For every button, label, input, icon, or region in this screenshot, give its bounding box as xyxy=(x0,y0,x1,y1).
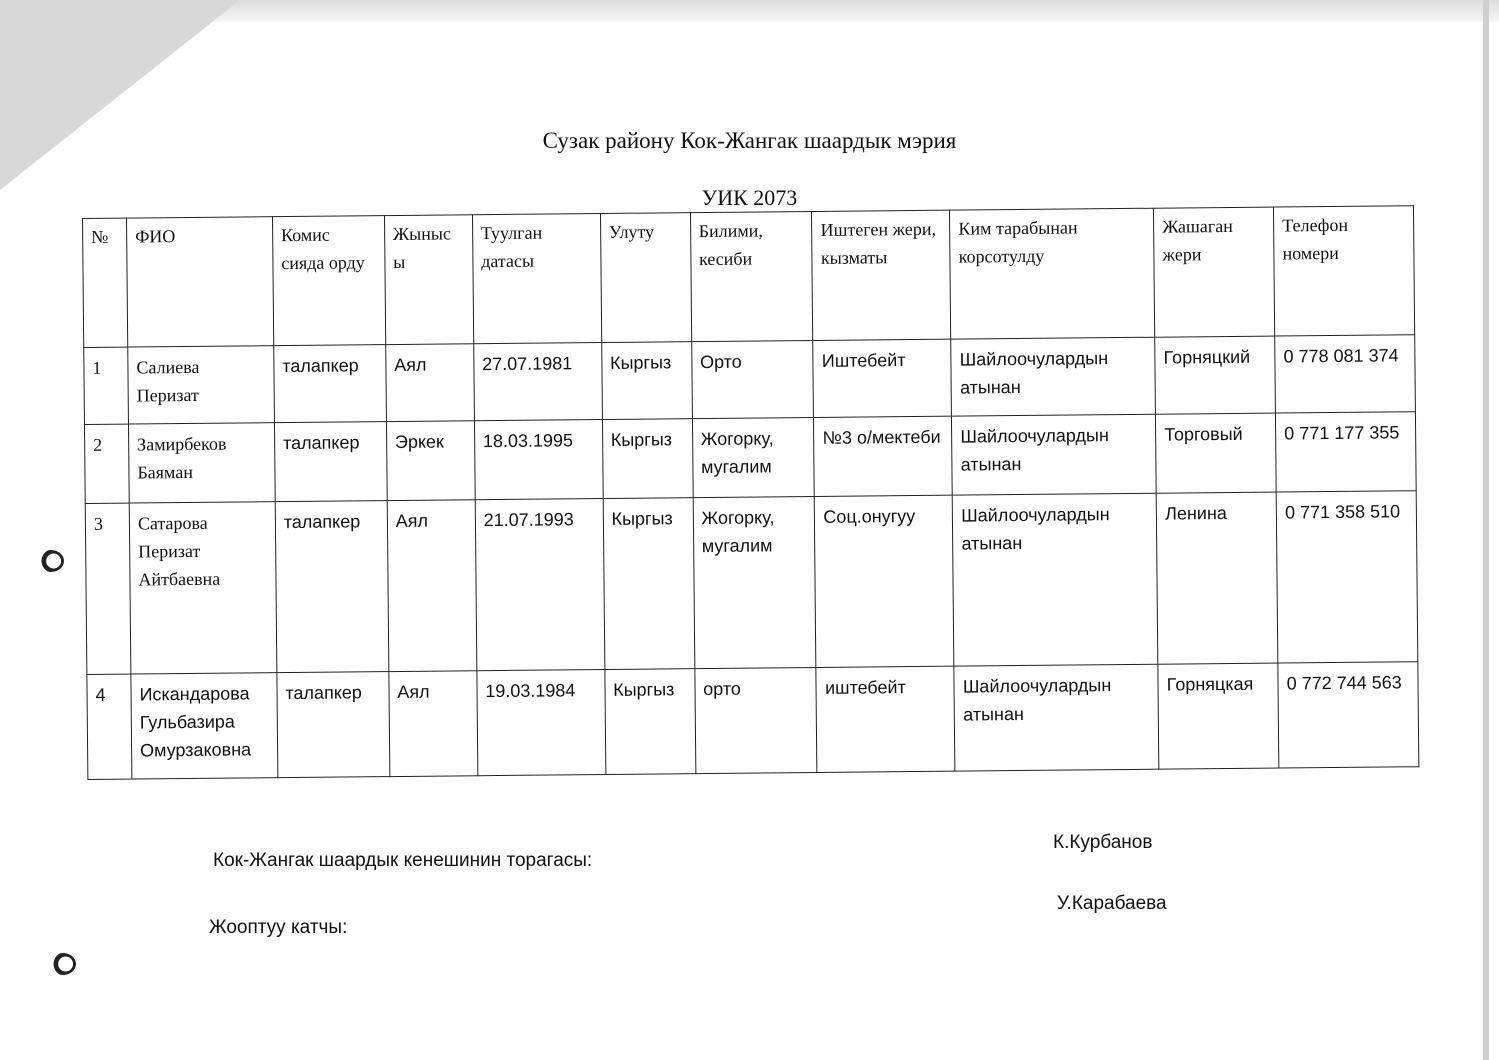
column-header-birth: Туулган датасы xyxy=(472,214,601,344)
row-number: 2 xyxy=(84,424,129,503)
row-phone: 0 771 358 510 xyxy=(1276,491,1418,663)
row-education: Жогорку, мугалим xyxy=(693,496,817,668)
row-phone: 0 778 081 374 xyxy=(1275,335,1416,413)
row-work: Иштебейт xyxy=(813,339,952,417)
secretary-name: У.Карабаева xyxy=(1057,893,1167,914)
row-residence: Торговый xyxy=(1156,413,1277,493)
row-nominated-by: Шайлоочулардын атынан xyxy=(951,337,1156,416)
punch-hole-icon xyxy=(50,953,76,975)
row-gender: Аял xyxy=(386,344,475,422)
row-number: 1 xyxy=(84,347,129,424)
row-education: орто xyxy=(694,667,817,773)
column-header-number: № xyxy=(83,218,128,347)
row-gender: Аял xyxy=(389,671,478,777)
row-education: Жогорку, мугалим xyxy=(692,417,815,497)
row-number: 3 xyxy=(85,503,131,674)
row-fio: Замирбеков Баяман xyxy=(128,423,275,503)
punch-hole-icon xyxy=(38,550,64,572)
column-header-phone: Телефон номери xyxy=(1274,206,1415,336)
scan-right-edge xyxy=(1483,0,1489,1060)
row-fio: Сатарова Перизат Айтбаевна xyxy=(129,502,277,674)
row-gender: Аял xyxy=(387,500,477,672)
column-header-nationality: Улуту xyxy=(600,213,691,343)
row-fio: Искандарова Гульбазира Омурзаковна xyxy=(131,673,278,779)
row-role: талапкер xyxy=(277,672,390,778)
column-header-role: Комис сияда орду xyxy=(272,216,385,346)
row-work: №3 о/мектеби xyxy=(814,416,953,496)
row-work: Соц.онугуу xyxy=(815,495,955,667)
row-role: талапкер xyxy=(275,501,389,673)
table-row xyxy=(84,335,1416,425)
row-nationality: Кыргыз xyxy=(602,419,693,499)
row-role: талапкер xyxy=(274,345,387,423)
row-nominated-by: Шайлоочулардын атынан xyxy=(952,414,1157,495)
row-residence: Горняцкий xyxy=(1155,336,1276,414)
column-header-residence: Жашаган жери xyxy=(1154,207,1275,337)
row-nominated-by: Шайлоочулардын атынан xyxy=(953,493,1158,666)
row-nationality: Кыргыз xyxy=(601,342,692,420)
table-row xyxy=(87,662,1419,780)
row-phone: 0 771 177 355 xyxy=(1276,412,1417,492)
candidates-table xyxy=(82,205,1419,780)
row-birth: 27.07.1981 xyxy=(473,343,602,421)
row-nominated-by: Шайлоочулардын атынан xyxy=(954,664,1159,771)
row-education: Орто xyxy=(691,340,814,418)
row-nationality: Кыргыз xyxy=(603,498,695,670)
row-work: иштебейт xyxy=(816,666,955,772)
column-header-nominated-by: Ким тарабынан корсотулду xyxy=(950,208,1155,339)
row-fio: Салиева Перизат xyxy=(128,346,275,424)
chair-name: К.Курбанов xyxy=(1053,832,1153,853)
row-residence: Ленина xyxy=(1156,492,1278,664)
row-role: талапкер xyxy=(274,422,387,502)
row-birth: 19.03.1984 xyxy=(477,670,606,776)
column-header-education: Билими, кесиби xyxy=(690,211,813,341)
document-subtitle: УИК 2073 xyxy=(701,185,798,210)
row-gender: Эркек xyxy=(386,421,475,501)
table-row xyxy=(84,412,1416,504)
secretary-label: Жооптуу катчы: xyxy=(209,917,348,938)
document-title: Сузак району Кок-Жангак шаардык мэрия xyxy=(542,128,957,153)
column-header-fio: ФИО xyxy=(126,217,273,347)
row-number: 4 xyxy=(87,674,132,779)
table-row xyxy=(85,491,1418,675)
row-phone: 0 772 744 563 xyxy=(1278,662,1419,768)
row-birth: 21.07.1993 xyxy=(475,499,605,671)
column-header-work: Иштеген жери, кызматы xyxy=(812,210,951,340)
table-header-row xyxy=(83,206,1415,348)
row-residence: Горняцкая xyxy=(1158,663,1279,769)
scan-corner-shadow xyxy=(0,0,240,190)
row-nationality: Кыргыз xyxy=(604,669,695,775)
column-header-gender: Жыныс ы xyxy=(384,215,473,345)
row-birth: 18.03.1995 xyxy=(474,420,603,500)
chair-label: Кок-Жангак шаардык кенешинин торагасы: xyxy=(213,850,593,871)
